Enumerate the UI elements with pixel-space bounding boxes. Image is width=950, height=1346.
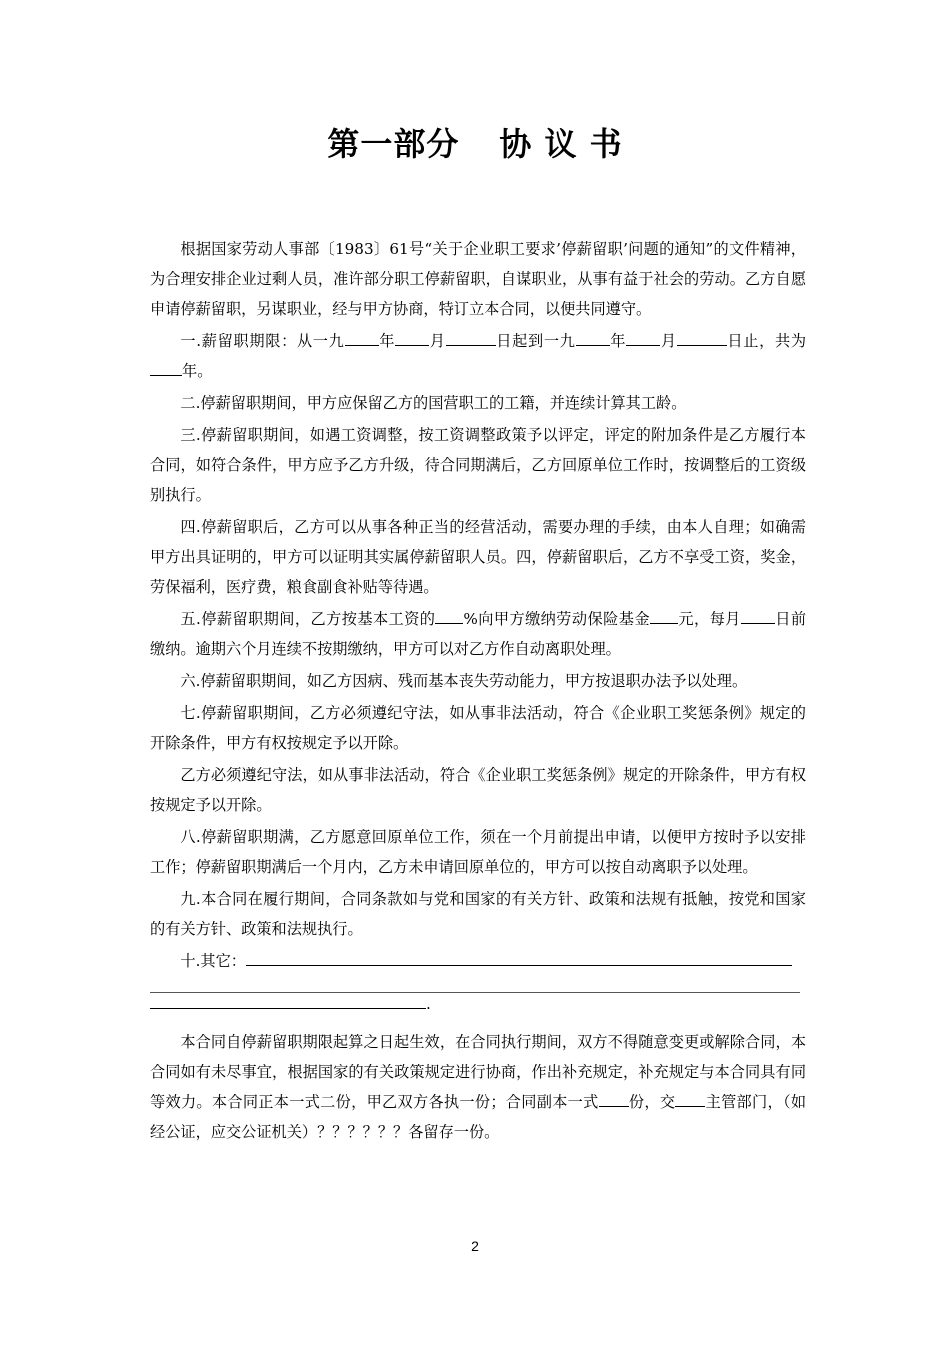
clause-7-paragraph: 七.停薪留职期间，乙方必须遵纪守法，如从事非法活动，符合《企业职工奖惩条例》规定的开除条件，甲方有权按规定予以开除。 (150, 704, 806, 752)
clause-1-text-a: 一.薪留职期限：从一九 (180, 332, 345, 350)
clause-1-text-d: 日起到一九 (495, 332, 576, 350)
fill-blank (446, 327, 496, 346)
clause-3-paragraph: 三.停薪留职期间，如遇工资调整，按工资调整政策予以评定，评定的附加条件是乙方履行本合同，如符合条件，甲方应予乙方升级，待合同期满后，乙方回原单位工作时，按调整后的工资级别执行。 (150, 426, 806, 504)
intro-paragraph: 根据国家劳动人事部〔1983〕61号“关于企业职工要求’停薪留职’问题的通知”的文件精神，为合理安排企业过剩人员，准许部分职工停薪留职，自谋职业，从事有益于社会的劳动。乙方自愿申请停薪留职，另谋职业，经与甲方协商，特订立本合同，以便共同遵守。 (150, 240, 806, 318)
clause-1-text-c: 月 (429, 332, 446, 350)
page-number: 2 (471, 1238, 479, 1254)
page-title (0, 118, 950, 170)
fill-blank (677, 327, 727, 346)
clause-5-text-b: %向甲方缴纳劳动保险基金 (463, 610, 650, 628)
fill-blank (435, 605, 463, 624)
clause-9-paragraph: 九.本合同在履行期间，合同条款如与党和国家的有关方针、政策和法规有抵触，按党和国家的有关方针、政策和法规执行。 (150, 890, 806, 938)
fill-blank (741, 605, 775, 624)
clause-5-paragraph (150, 604, 806, 664)
title-part-label: 第一部分 (327, 125, 460, 163)
clause-7-extra-paragraph: 乙方必须遵纪守法，如从事非法活动，符合《企业职工奖惩条例》规定的开除条件，甲方有权按规定予以开除。 (150, 766, 806, 814)
clause-10-label: 十.其它： (180, 952, 246, 970)
clause-10-end: . (426, 995, 431, 1013)
clause-5-text-c: 元，每月 (677, 610, 741, 628)
clause-1-text-h: 年。 (182, 362, 213, 380)
fill-blank (150, 990, 426, 1009)
document-body (150, 234, 806, 1149)
fill-blank (599, 1088, 629, 1107)
clause-4-paragraph: 四.停薪留职后，乙方可以从事各种正当的经营活动，需要办理的手续，由本人自理；如确需甲方出具证明的，甲方可以证明其实属停薪留职人员。四，停薪留职后，乙方不享受工资，奖金，劳保福利，医疗费，粮食副食补贴等待遇。 (150, 518, 806, 596)
fill-blank (150, 357, 182, 376)
fill-blank (246, 947, 792, 966)
clause-1-text-b: 年 (378, 332, 396, 350)
clause-1-paragraph (150, 326, 806, 386)
clause-1-text-e: 年 (609, 332, 627, 350)
closing-text-c: 主管部门，（如经公证，应交公证机关）？？？？？？各留存一份。 (150, 1093, 807, 1141)
fill-blank (576, 327, 610, 346)
clause-5-text-a: 五.停薪留职期间，乙方按基本工资的 (180, 610, 436, 628)
clause-5-text-d: 日前缴纳。逾期六个月连续不按期缴纳，甲方可以对乙方作自动离职处理。 (150, 610, 807, 658)
clause-1-text-g: 日止，共为 (726, 332, 807, 350)
fill-blank (650, 605, 678, 624)
fill-blank (626, 327, 660, 346)
fill-blank (395, 327, 429, 346)
fill-blank (675, 1088, 705, 1107)
closing-text-b: 份，交 (628, 1093, 676, 1111)
title-agreement-label: 协 议 书 (499, 125, 623, 163)
closing-paragraph (150, 1027, 806, 1147)
clause-1-text-f: 月 (660, 332, 677, 350)
clause-8-paragraph: 八.停薪留职期满，乙方愿意回原单位工作，须在一个月前提出申请，以便甲方按时予以安排工作；停薪留职期满后一个月内，乙方未申请回原单位的，甲方可以按自动离职予以处理。 (150, 828, 806, 876)
clause-2-paragraph: 二.停薪留职期间，甲方应保留乙方的国营职工的工籍，并连续计算其工龄。 (180, 394, 687, 412)
closing-text-a: 本合同自停薪留职期限起算之日起生效，在合同执行期间，双方不得随意变更或解除合同，本合同如有未尽事宜，根据国家的有关政策规定进行协商，作出补充规定，补充规定与本合同具有同等效力。本合同正本一式二份，甲乙双方各执一份；合同副本一式 (150, 1033, 806, 1111)
clause-10-paragraph (150, 946, 806, 976)
clause-6-paragraph: 六.停薪留职期间，如乙方因病、残而基本丧失劳动能力，甲方按退职办法予以处理。 (180, 672, 748, 690)
fill-blank (345, 327, 379, 346)
clause-10-last-line (150, 989, 806, 1019)
